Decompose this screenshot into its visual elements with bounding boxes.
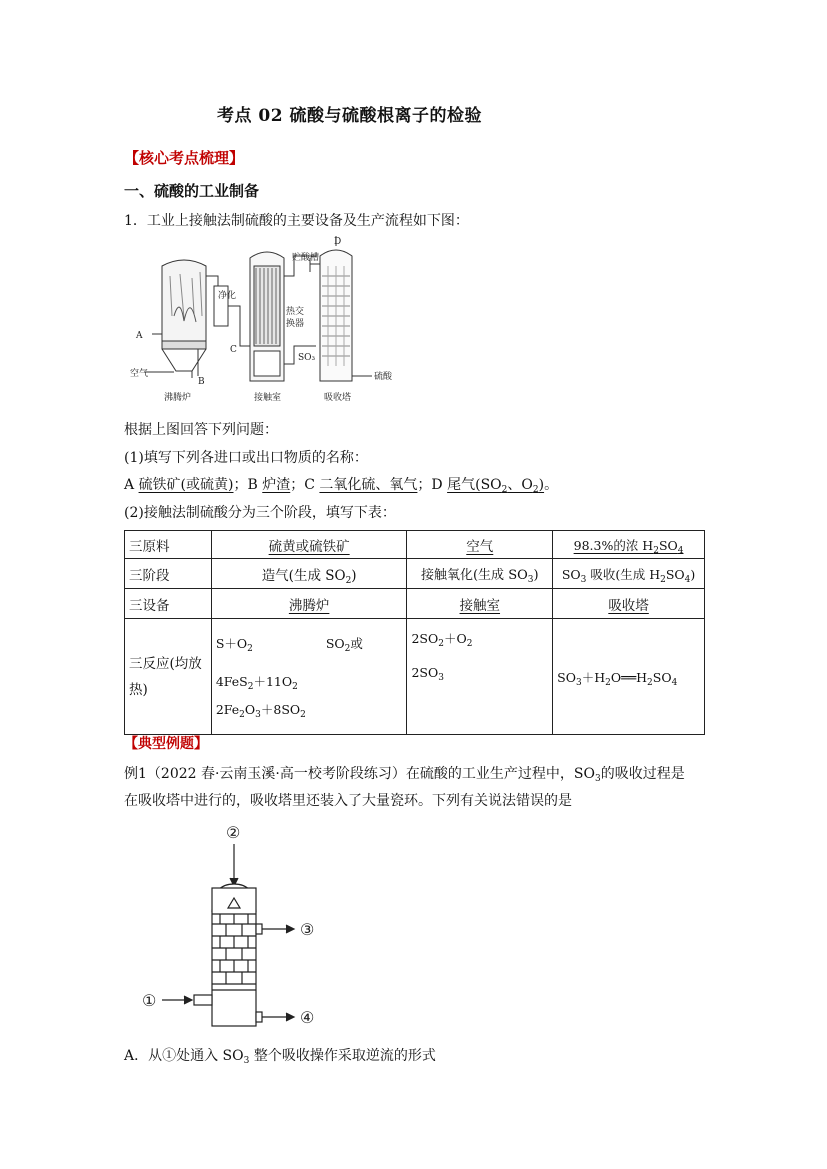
label-b: B [198, 377, 205, 387]
absorption-tower [310, 236, 372, 381]
answer-a: 硫铁矿(或硫黄) [138, 477, 234, 493]
label-heat-exchanger-1: 热交 [286, 307, 305, 317]
question-1-intro: 1．工业上接触法制硫酸的主要设备及生产流程如下图： [124, 213, 469, 229]
table-row-reactions: 三反应(均放热) $S+O_2$ $SO_2$或 $4FeS_2+11O_2$ $2Fe_2O_3+8SO_2$ $2SO_2+O_2$ $2SO_3$ $SO_3+H_2O══H_2SO_4$ [125, 619, 705, 735]
marker-2: ② [226, 823, 241, 842]
marker-1: ① [142, 991, 157, 1010]
label-air: 空气 [130, 369, 149, 379]
section-tag: 【核心考点梳理】 [124, 149, 245, 167]
marker-3: ③ [300, 920, 315, 939]
sub-question-1-answer: A 硫铁矿(或硫黄)；B 炉渣；C 二氧化硫、氧气；D 尾气($SO_2$、$O_2$)。 [124, 477, 559, 495]
sub-question-2: (2)接触法制硫酸分为三个阶段，填写下表： [124, 505, 396, 521]
marker-4: ④ [300, 1008, 315, 1027]
label-so3: SO₃ [298, 353, 316, 363]
option-a: A．从①处通入 $SO_3$ 整个吸收操作采取逆流的形式 [124, 1048, 436, 1066]
example-1-line-1: 例1（2022 春·云南玉溪·高一校考阶段练习）在硫酸的工业生产过程中，$SO_3$的吸收过程是 [124, 766, 685, 784]
boiling-furnace [144, 260, 228, 378]
label-a: A [136, 331, 143, 341]
answer-intro: 根据上图回答下列问题： [124, 422, 278, 438]
typical-example-tag: 【典型例题】 [124, 736, 208, 752]
absorption-tower-diagram [140, 822, 330, 1032]
label-absorber: 吸收塔 [324, 393, 352, 403]
label-d: D [334, 237, 342, 247]
answer-c: 二氧化硫、氧气 [319, 477, 418, 493]
answer-d: 尾气($SO_2$、$O_2$) [447, 477, 545, 495]
table-row-raw-materials: 三原料 硫黄或硫铁矿 空气 98.3%的浓 $H_2SO_4$ [125, 531, 705, 559]
page-title: 考点 02 硫酸与硫酸根离子的检验 [217, 106, 482, 126]
answer-b: 炉渣 [262, 477, 291, 493]
sub-question-1: (1)填写下列各进口或出口物质的名称： [124, 450, 368, 466]
label-contact: 接触室 [254, 393, 282, 403]
label-sulfuric-acid: 硫酸 [374, 372, 393, 382]
label-furnace: 沸腾炉 [164, 393, 192, 403]
label-c: C [230, 345, 237, 355]
heading-industrial-preparation: 一、硫酸的工业制备 [124, 182, 260, 200]
label-purify: 净化 [218, 291, 237, 301]
label-heat-exchanger-2: 换器 [286, 319, 305, 329]
process-table [124, 530, 705, 735]
label-acid-tank: 贮酸槽 [292, 253, 320, 263]
table-row-equipment: 三设备 沸腾炉 接触室 吸收塔 [125, 589, 705, 619]
table-row-stages: 三阶段 造气(生成 $SO_2$) 接触氧化(生成 $SO_3$) $SO_3$ 吸收(生成 $H_2SO_4$) [125, 559, 705, 589]
example-1-line-2: 在吸收塔中进行的，吸收塔里还装入了大量瓷环。下列有关说法错误的是 [124, 793, 572, 809]
production-flow-diagram [122, 236, 412, 408]
